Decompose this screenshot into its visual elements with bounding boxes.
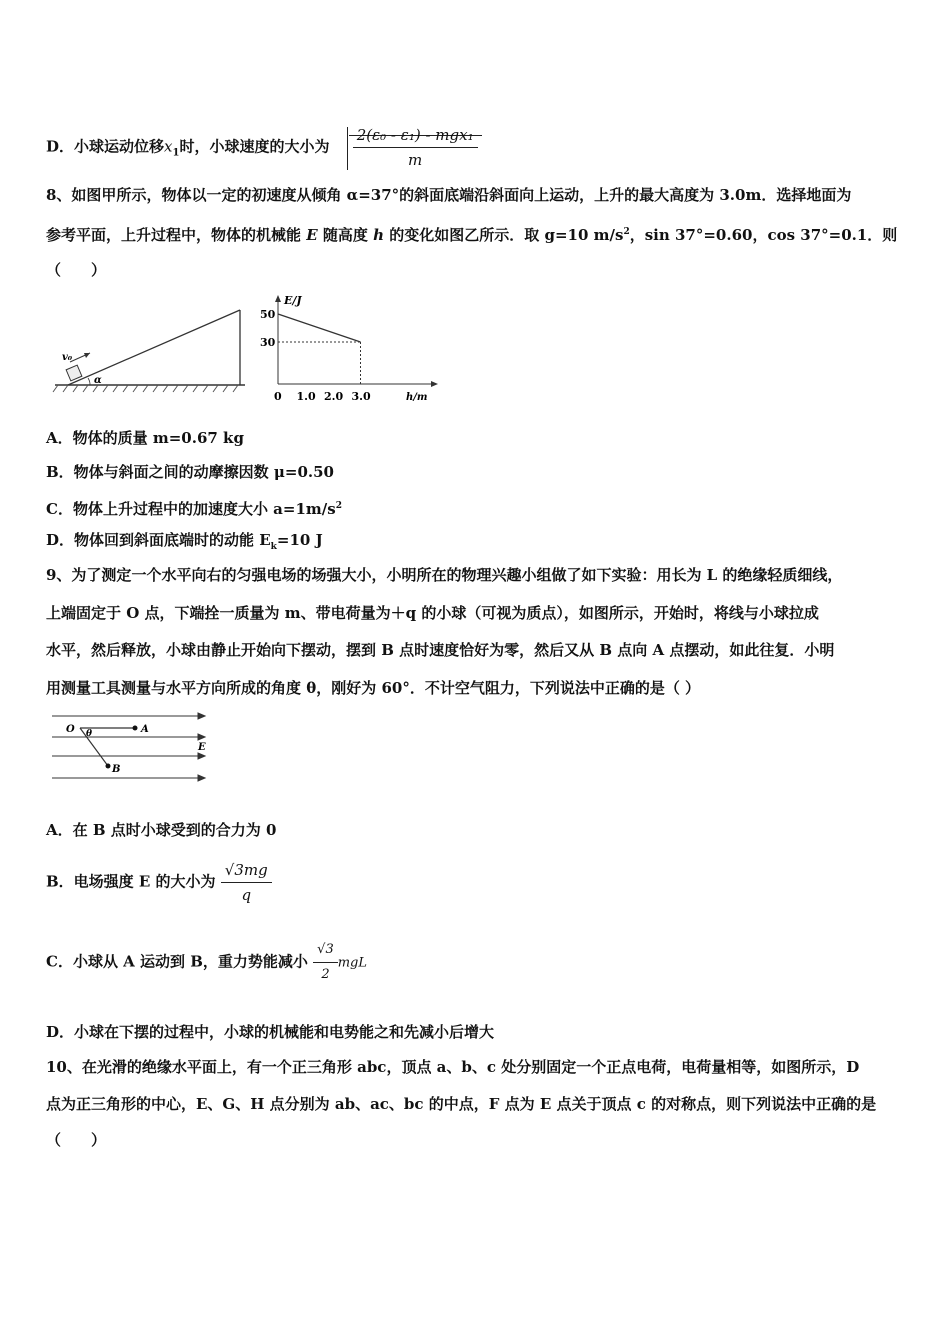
label-theta: θ [86, 729, 93, 739]
string-to-b [80, 728, 108, 766]
incline-surface [68, 310, 240, 385]
q8-stem-line2d: ，sin 37°=0.60，cos 37°=0.1．则 [629, 226, 898, 244]
angle-arc [88, 378, 90, 385]
q8-stem-line2c: 的变化如图乙所示．取 g=10 m/s [384, 226, 624, 244]
q8-stem-line3: （ ） [46, 261, 107, 279]
q8-incline-figure [50, 300, 250, 395]
q8-option-d-tail: =10 J [276, 531, 323, 549]
x-tick-label-0: 0 [274, 390, 282, 403]
q9-option-c-fraction [313, 940, 338, 985]
q7-option-d-text: D．小球运动位移 [46, 137, 165, 156]
q9-stem-line2: 上端固定于 O 点，下端拴一质量为 m、带电荷量为＋q 的小球（可视为质点），如图所示，开始时，将线与小球拉成 [46, 604, 819, 622]
energy-line-series [278, 314, 361, 342]
q8-energy-height-chart [258, 292, 443, 407]
q7-option-d-sub: 1 [172, 147, 180, 159]
label-a: A [141, 724, 149, 735]
label-e: E [198, 742, 206, 753]
q8-stem-line2a: 参考平面，上升过程中，物体的机械能 [46, 226, 307, 244]
q9-option-d: D．小球在下摆的过程中，小球的机械能和电势能之和先减小后增大 [46, 1023, 495, 1041]
q7-formula-denominator: m [408, 151, 423, 169]
field-lines [52, 713, 205, 781]
q9-option-b-text: B．电场强度 E 的大小为 [46, 872, 216, 891]
q9-option-a: A．在 B 点时小球受到的合力为 0 [46, 821, 277, 839]
q9-option-c-den: 2 [321, 967, 330, 982]
alpha-label: α [94, 375, 102, 386]
q8-var-e: E [306, 226, 318, 244]
q9-option-c [46, 940, 367, 985]
q10-stem-line2: 点为正三角形的中心，E、G、H 点分别为 ab、ac、bc 的中点，F 点为 E 点关于顶点 c 的对称点，则下列说法中正确的是 [46, 1095, 877, 1113]
q8-option-d [46, 530, 323, 557]
q8-option-a: A．物体的质量 m=0.67 kg [46, 429, 244, 447]
q9-option-c-text: C．小球从 A 运动到 B，重力势能减小 [46, 952, 308, 971]
y-tick-label-30: 30 [260, 336, 276, 349]
q8-option-d-text: D．物体回到斜面底端时的动能 E [46, 531, 271, 549]
q9-option-b-fraction [221, 860, 272, 905]
q7-option-d-text2: 时，小球速度的大小为 [179, 137, 330, 156]
label-b: B [112, 764, 121, 775]
q7-option-d-var: x [164, 137, 173, 156]
label-o: O [66, 724, 75, 735]
q8-stem-sup: 2 [623, 227, 630, 237]
q7-option-d-formula [335, 125, 482, 170]
q9-option-b [46, 860, 272, 905]
v0-label: v₀ [62, 352, 73, 363]
x-tick-label-1: 1.0 [296, 390, 316, 403]
q9-stem-line3: 水平，然后释放，小球由静止开始向下摆动，摆到 B 点时速度恰好为零，然后又从 B 点向 A 点摆动，如此往复．小明 [46, 641, 835, 659]
q8-option-c [46, 496, 342, 519]
y-tick-label-50: 50 [260, 308, 276, 321]
y-axis-label: E/J [284, 294, 302, 307]
point-a [133, 726, 138, 731]
q7-formula-numerator: 2(ε₀ - ε₁) - mgx₁ [353, 125, 478, 148]
q8-stem-line1: 8、如图甲所示，物体以一定的初速度从倾角 α=37°的斜面底端沿斜面向上运动，上升的最大高度为 3.0m．选择地面为 [46, 186, 852, 204]
y-axis-arrow [275, 295, 281, 302]
q9-stem-line4: 用测量工具测量与水平方向所成的角度 θ，刚好为 60°．不计空气阻力，下列说法中正确的是（ ） [46, 679, 701, 697]
ground-hatching [53, 385, 238, 392]
x-axis-arrow [431, 381, 438, 387]
q10-stem-line3: （ ） [46, 1131, 107, 1149]
q9-option-c-num: √3 [313, 940, 338, 963]
q9-option-b-den: q [241, 886, 252, 904]
q8-option-c-text: C．物体上升过程中的加速度大小 a=1m/s [46, 500, 336, 518]
q9-field-figure [50, 708, 210, 786]
q8-stem-line2 [46, 222, 897, 245]
block [66, 365, 82, 381]
x-tick-label-3: 3.0 [351, 390, 371, 403]
q9-stem-line1: 9、为了测定一个水平向右的匀强电场的场强大小，小明所在的物理兴趣小组做了如下实验：用长为 L 的绝缘轻质细线， [46, 566, 843, 584]
q10-stem-line1: 10、在光滑的绝缘水平面上，有一个正三角形 abc，顶点 a、b、c 处分别固定一个正点电荷，电荷量相等，如图所示，D [46, 1058, 860, 1076]
q8-stem-line2b: 随高度 [317, 226, 374, 244]
point-b [106, 764, 111, 769]
q9-option-b-num: √3mg [221, 860, 272, 883]
q8-option-d-sub: k [270, 542, 277, 552]
q9-option-c-tail: mgL [337, 955, 368, 971]
x-axis-label: h/m [406, 392, 428, 403]
q8-var-h: h [373, 226, 385, 244]
x-tick-label-2: 2.0 [324, 390, 344, 403]
q8-option-c-sup: 2 [335, 501, 342, 511]
q8-option-b: B．物体与斜面之间的动摩擦因数 μ=0.50 [46, 463, 334, 481]
q7-option-d [46, 125, 482, 170]
